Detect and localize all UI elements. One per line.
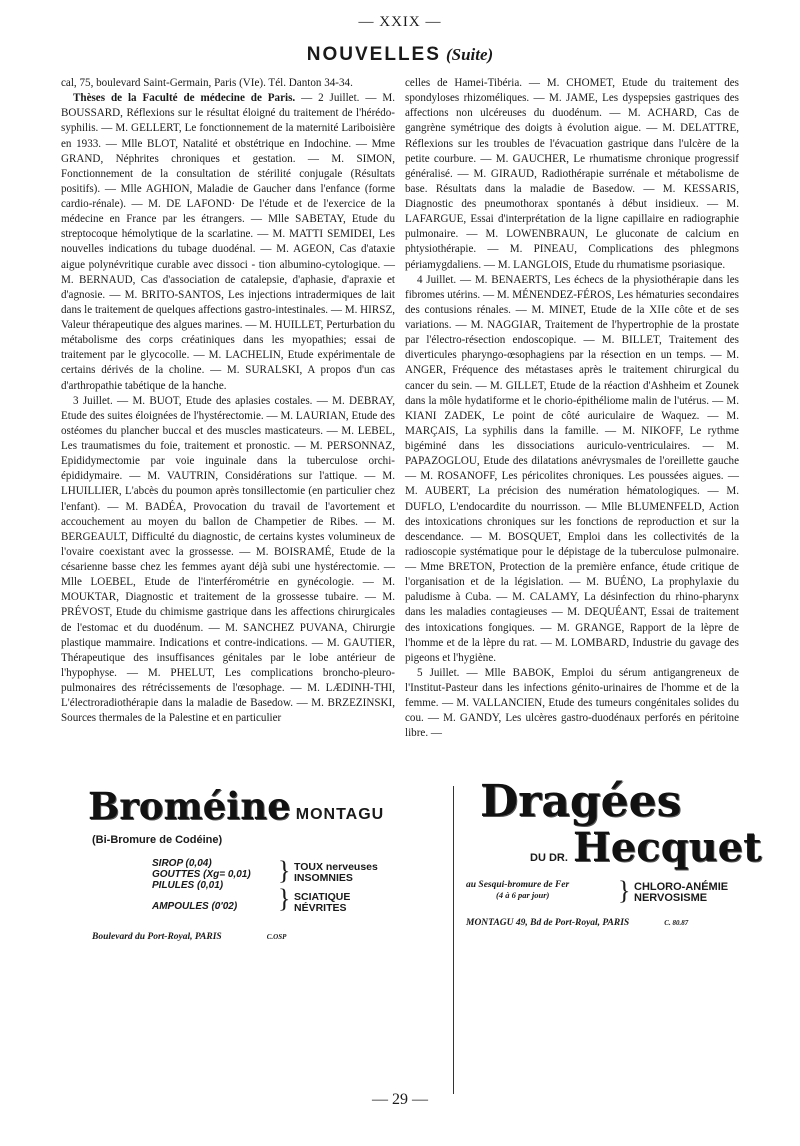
form-row: PILULES (0,01) bbox=[152, 880, 224, 891]
brace-3: } bbox=[618, 876, 631, 905]
hecquet-indications: CHLORO-ANÉMIE NERVOSISME bbox=[634, 881, 729, 904]
brace-1: } bbox=[278, 856, 291, 885]
brace-2: } bbox=[278, 884, 291, 913]
bromeine-brand: Broméine bbox=[88, 784, 291, 828]
paragraph: cal, 75, boulevard Saint-Germain, Paris (VIe). Tél. Danton 34-34. bbox=[61, 77, 353, 89]
bromeine-indications-1: TOUX nerveuses INSOMNIES bbox=[294, 861, 378, 884]
hecquet-code: C. 80.87 bbox=[664, 919, 689, 927]
title-main: NOUVELLES bbox=[306, 44, 441, 65]
bromeine-ad bbox=[88, 784, 446, 1094]
dragees-brand: Dragées bbox=[480, 776, 682, 827]
paragraph: 4 Juillet. — M. BENAERTS, Les échecs de la physiothérapie dans les fibromes utérins. — M. MÉNENDEZ-FÉROS, Les hématuries secondaires des contusions rénales. — M. MINET, Etude de la XIIe côte et de ses variations. — M. NAGGIAR, Traitement de l'hypertrophie de la prostate par l'électro-résection endoscopique. — M. BILLET, Traitement des diverticules pharyngo-œsophagiens par la résection en un temps. — M. ANGER, Fréquence des métastases après le traitement chirurgical du cancer du sein. — M. GILLET, Etude de la réaction d'Ashheim et Zounek dans la môle hydatiforme et le chorio-épithéliome malin de l'utérus. — M. KIANI ZADEK, Le point de côté auriculaire de Waquez. — M. MARÇAIS, La syphilis dans la famille. — M. NIKOFF, Le rythme bigéminé dans les dissociations auriculo-ventriculaires. — M. PAPAZOGLOU, Etude des dilatations anévrysmales de l'oreillette gauche — M. ROSANOFF, Les péricolites chroniques. Les poussées aigues. — M. AUBERT, La précision des numération hématologiques. — M. DUFLO, L'endocardite du nourrisson. — Mlle BLUMENFELD, Action des intoxications chroniques sur les fonctions de reproduction et sur la descendance. — M. BOSQUET, Emploi dans les collectivités de la radioscopie systématique pour le dépistage de la tuberculose pulmonaire. — Mme BRETON, Protection de la première enfance, étude critique de l'organisation et de la législation. — M. BUÉNO, La prophylaxie du paludisme à Cuba. — M. CALAMY, La désinfection du rhino-pharynx dans les maladies contagieuses — M. DEQUÉANT, Essai de traitement des intoxications fongiques. — M. GRANGE, Rapport de la lèpre de l'homme et de la lèpre du rat. — M. LOMBARD, Industrie du gavage des pigeons et l'hygiène. bbox=[405, 273, 739, 664]
paragraph: Thèses de la Faculté de médecine de Paris. — 2 Juillet. — M. BOUSSARD, Réflexions sur le résultat éloigné du traitement de l'hérédo-syphilis. — M. GELLERT, Le fonctionnement de la maternité Lariboisière en 1933. — Mlle BLOT, Natalité et obstétrique en Indochine. — Mme GRAND, Néphrites chroniques et gestation. — M. SIMON, Fonctionnement de la consultation de stérilité conjugale (Résultats positifs). — Mlle AGHION, Maladie de Gaucher dans l'enfance (forme cardio-rénale). — M. DE LAFOND· De l'étude et de l'exercice de la médecine en France par les étrangers. — Mlle SABETAY, Etude du streptocoque hémolytique de la scarlatine. — M. MATTI SEMIDEI, Les nouvelles indications du tubage duodénal. — M. AGEON, Cas d'ataxie aigue polynévritique curable avec dissoci - tion albumino-cytologique. — M. BERNAUD, Cas d'association de catalepsie, d'aphasie, d'apraxie et d'agnosie. — M. BRITO-SANTOS, Les injections intradermiques de lait dans le traitement de quelques affections gastro-intestinales. — M. HIRSZ, Valeur thérapeutique des algues marines. — M. HUILLET, Perturbation du métabolisme des corps créatiniques dans les myopathies; essai de traitement par le glycocolle. — M. LACHELIN, Etude expérimentale de certains dérivés de la choline. — M. SURALSKI, A propos d'un cas d'arthropathie tabétique de la hanche. bbox=[61, 92, 395, 392]
section-heading: Thèses de la Faculté de médecine de Paris. bbox=[73, 92, 296, 105]
paragraph: 3 Juillet. — M. BUOT, Etude des aplasies costales. — M. DEBRAY, Etude des suites éloignées de l'hystérectomie. — M. LAURIAN, Etude des ostéomes du plancher buccal et des muscles masticateurs. — M. LEBEL, Les traumatismes du foie, traitement et pronostic. — M. PERSONNAZ, Epididymectomie par voie inguinale dans la tuberculose orchi-épididymaire. — M. VAUTRIN, Considérations sur l'attique. — M. LHUILLIER, L'abcès du poumon après tonsillectomie (en particulier chez l'enfant). — M. BADÉA, Provocation du travail de l'avortement et accouchement au moyen du ballon de Champetier de Ribes. — M. BERGEAULT, Difficulté du diagnostic, de certains kystes volumineux de l'ovaire coexistant avec la grossesse. — M. BOISRAMÉ, Etude de la césarienne basse chez les femmes ayant déjà subi une hystérectomie. — Mlle LOEBEL, Etude de l'interférométrie en gynécologie. — M. MOUKTAR, Diagnostic et traitement de la grossesse tubaire. — M. PRÉVOST, Etude du chimisme gastrique dans les affections chirurgicales de l'estomac et du duodénum. — M. SANCHEZ PUVANA, Chirurgie plastique mammaire. Indications et contre-indications. — M. GAUTIER, Thérapeutique des insuffisances génitales par le lobe antérieur de l'hypophyse. — M. PHELUT, Les complications broncho-pleuro-pulmonaires des rétrécissements de l'œsophage. — M. LÆDINH-THI, L'électroradiothérapie dans la maladie de Basedow. — M. BRZEZINSKI, Sources thermales de la Palestine et en particulier bbox=[61, 394, 395, 725]
hecquet-dose: (4 à 6 par jour) bbox=[496, 890, 550, 900]
bromeine-code: C.OSP bbox=[266, 933, 287, 941]
page-number: — 29 — bbox=[372, 1091, 428, 1108]
hecquet-ad bbox=[466, 776, 770, 1094]
paragraph: celles de Hamei-Tibéria. — M. CHOMET, Etude du traitement des spondyloses rhizoméliques. — M. JAME, Les dyspepsies gastriques des affections non ulcéreuses du duodénum. — M. ACHARD, Cas de gangrène symétrique des doigts à évolution aigue. — M. DELATTRE, Réflexions sur les troubles de l'évacuation gastrique dans l'ulcère de la petite courbure. — M. GAUCHER, Le rhumatisme chronique progressif généralisé. — M. GIRAUD, Radiothérapie surrénale et métabolisme de base. Résultats dans la maladie de Basedow. — M. KESSARIS, Diagnostic des pneumothorax spontanés à début insidieux. — M. LAFARGUE, Essai d'interprétation de la ligne capillaire en radiographie pulmonaire. — M. LOWENBRAUN, Le gluconate de calcium en phtysiothérapie. — M. PINEAU, Complications des phlegmons périamygdaliens. — M. LANGLOIS, Etude du rhumatisme psoriasique. bbox=[405, 77, 739, 271]
page-title bbox=[0, 44, 800, 66]
hecquet-prefix: DU DR. bbox=[530, 852, 568, 864]
paragraph: 5 Juillet. — Mlle BABOK, Emploi du sérum antigangreneux de l'Institut-Pasteur dans les infections génito-urinaires de l'homme et de la femme. — M. VALLANCIEN, Etude des tumeurs congénitales solides du cou. — M. GANDY, Les ulcères gastro-duodénaux perforés en péritoine libre. — bbox=[405, 666, 739, 740]
roman-page-number: — XXIX — bbox=[358, 14, 442, 30]
bromeine-maker: MONTAGU bbox=[295, 806, 385, 823]
advertisement-area bbox=[40, 776, 770, 1106]
form-row: AMPOULES (0'02) bbox=[152, 901, 238, 912]
left-column bbox=[61, 76, 395, 726]
hecquet-line1: au Sesqui-bromure de Fer bbox=[466, 880, 570, 890]
form-row: SIROP (0,04) bbox=[152, 858, 212, 869]
form-row: GOUTTES (Xg= 0,01) bbox=[152, 869, 251, 880]
hecquet-address: MONTAGU 49, Bd de Port-Royal, PARIS bbox=[466, 918, 630, 928]
bromeine-forms bbox=[152, 858, 251, 912]
bromeine-address: Boulevard du Port-Royal, PARIS bbox=[92, 932, 222, 942]
right-column bbox=[405, 76, 739, 742]
hecquet-brand: Hecquet bbox=[572, 824, 762, 871]
title-suffix: (Suite) bbox=[445, 45, 494, 64]
ad-divider bbox=[453, 786, 454, 1094]
bromeine-subtitle: (Bi-Bromure de Codéine) bbox=[92, 834, 223, 846]
bromeine-indications-2: SCIATIQUE NÉVRITES bbox=[294, 891, 351, 914]
